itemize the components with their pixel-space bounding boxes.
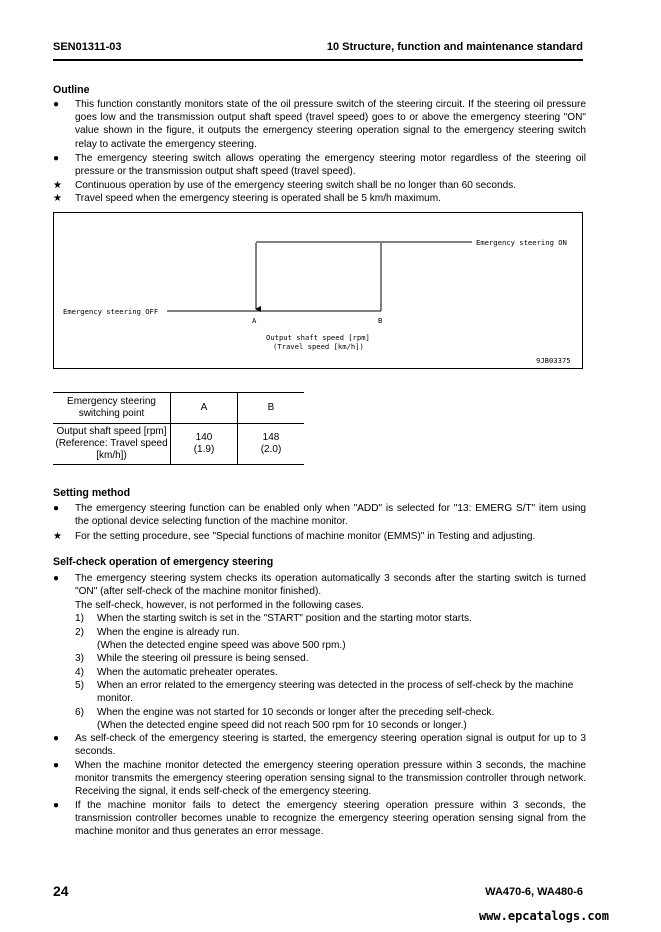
case-item — [75, 639, 585, 652]
case-number: 1) — [75, 613, 84, 624]
outline-item-text: This function constantly monitors state of the oil pressure switch of the steering circuit. If the steering oil pressure goes low and the transmission output shaft speed (travel speed) goes to or above the emergency steering "ON" value shown in the figure, it outputs the emergency steering operation signal to the emergency steering switch relay to activate the emergency steering. — [75, 99, 586, 150]
table-cell — [53, 424, 171, 465]
case-number: 5) — [75, 680, 84, 691]
axis-label-line1: Output shaft speed [rpm] — [266, 333, 370, 342]
case-text: When the engine is already run. — [97, 627, 240, 638]
selfcheck-item-text: The emergency steering system checks its operation automatically 3 seconds after the starting switch is turned "ON" (after self-check of the machine monitor finished). — [75, 573, 586, 598]
outline-item — [53, 98, 586, 151]
header-rule — [53, 59, 583, 61]
selfcheck-item — [53, 799, 586, 839]
outline-item-text: The emergency steering switch allows operating the emergency steering motor regardless of the steering oil pressure or the transmission output shaft speed (travel speed). — [75, 153, 586, 178]
bullet-icon: ● — [53, 99, 60, 110]
case-text: While the steering oil pressure is being sensed. — [97, 653, 309, 664]
axis-label-line2: (Travel speed [km/h]) — [273, 342, 364, 351]
star-icon: ★ — [53, 180, 63, 191]
bullet-icon: ● — [53, 733, 60, 744]
selfcheck-item-text: If the machine monitor fails to detect the emergency steering operation pressure within 3 seconds, the transmission controller becomes unable to recognize the emergency steering operation sensing signal from the machine monitor and thus generates an error message. — [75, 800, 586, 838]
bullet-icon: ● — [53, 573, 60, 584]
selfcheck-item — [53, 759, 586, 799]
outline-item-text: Continuous operation by use of the emergency steering switch shall be no longer than 60 seconds. — [75, 180, 517, 191]
row-label-text: [km/h]) — [96, 450, 127, 461]
bullet-icon: ● — [53, 800, 60, 811]
cell-value: (2.0) — [260, 444, 282, 455]
watermark-link[interactable]: www.epcatalogs.com — [478, 909, 609, 923]
table-header-cell — [53, 393, 171, 424]
switching-point-table — [53, 392, 304, 465]
header-text: switching point — [78, 408, 145, 419]
setting-item-text: For the setting procedure, see "Special functions of machine monitor (EMMS)" in Testing and adjusting. — [75, 531, 536, 542]
table-row — [53, 393, 304, 424]
case-item — [75, 679, 585, 705]
cell-value: 140 — [195, 432, 213, 443]
case-number: 3) — [75, 653, 84, 664]
header-a: A — [200, 402, 208, 413]
case-number: 2) — [75, 627, 84, 638]
case-text: When an error related to the emergency steering was detected in the process of self-check by the machine monitor. — [97, 680, 574, 705]
header-b: B — [267, 402, 275, 413]
selfcheck-item — [53, 732, 586, 758]
row-label-text: (Reference: Travel speed — [55, 438, 168, 449]
row-label-text: Output shaft speed [rpm] — [56, 426, 167, 437]
switching-diagram-svg — [54, 213, 582, 368]
emergency-steering-diagram — [53, 212, 583, 369]
header-text: Emergency steering — [67, 396, 156, 407]
selfcheck-item-text: When the machine monitor detected the emergency steering operation pressure within 3 seconds, the machine monitor transmits the emergency steering operation sensing signal to the transmission controller through network. Receiving the signal, it ends self-check of the emergency steering. — [75, 760, 586, 798]
selfcheck-intro — [53, 599, 586, 612]
outline-heading: Outline — [53, 84, 90, 96]
star-icon: ★ — [53, 531, 63, 542]
case-number: 4) — [75, 667, 84, 678]
section-title: 10 Structure, function and maintenance standard — [326, 41, 583, 53]
bullet-icon: ● — [53, 153, 60, 164]
figure-id: 9JB03375 — [536, 356, 571, 365]
table-header-cell — [238, 393, 305, 424]
label-off: Emergency steering OFF — [63, 307, 159, 316]
outline-item — [53, 179, 586, 192]
star-icon: ★ — [53, 193, 63, 204]
outline-item-text: Travel speed when the emergency steering is operated shall be 5 km/h maximum. — [75, 193, 441, 204]
outline-item — [53, 152, 586, 178]
selfcheck-heading: Self-check operation of emergency steering — [53, 556, 274, 568]
setting-item-text: The emergency steering function can be enabled only when "ADD" is selected for "13: EMERG S/T" item using the optional device selecting function of the machine monitor. — [75, 503, 586, 528]
case-item — [75, 626, 585, 639]
bullet-icon: ● — [53, 760, 60, 771]
case-number: 6) — [75, 707, 84, 718]
case-text: When the engine was not started for 10 seconds or longer after the preceding self-check. — [97, 707, 495, 718]
case-item — [75, 612, 585, 625]
cell-value: (1.9) — [193, 444, 215, 455]
case-text: When the automatic preheater operates. — [97, 667, 278, 678]
case-item — [75, 652, 585, 665]
selfcheck-intro-text: The self-check, however, is not performed in the following cases. — [75, 600, 364, 611]
case-item — [75, 706, 585, 719]
document-code: SEN01311-03 — [53, 41, 122, 53]
setting-item — [53, 530, 586, 543]
case-item — [75, 666, 585, 679]
selfcheck-item-text: As self-check of the emergency steering is started, the emergency steering operation signal is output for up to 3 seconds. — [75, 733, 586, 758]
cell-value: 148 — [262, 432, 280, 443]
table-header-cell — [171, 393, 238, 424]
case-item — [75, 719, 585, 732]
page-number: 24 — [53, 883, 69, 899]
setting-heading: Setting method — [53, 487, 131, 499]
table-row — [53, 424, 304, 465]
case-text: When the starting switch is set in the "START" position and the starting motor starts. — [97, 613, 472, 624]
setting-item — [53, 502, 586, 528]
case-text: (When the detected engine speed did not reach 500 rpm for 10 seconds or longer.) — [97, 720, 467, 731]
selfcheck-item — [53, 572, 586, 598]
table-cell — [171, 424, 238, 465]
model-numbers: WA470-6, WA480-6 — [485, 886, 583, 898]
point-b-label: B — [378, 316, 383, 325]
table-cell — [238, 424, 305, 465]
case-text: (When the detected engine speed was above 500 rpm.) — [97, 640, 346, 651]
label-on: Emergency steering ON — [476, 238, 567, 247]
outline-item — [53, 192, 586, 205]
point-a-label: A — [252, 316, 257, 325]
bullet-icon: ● — [53, 503, 60, 514]
